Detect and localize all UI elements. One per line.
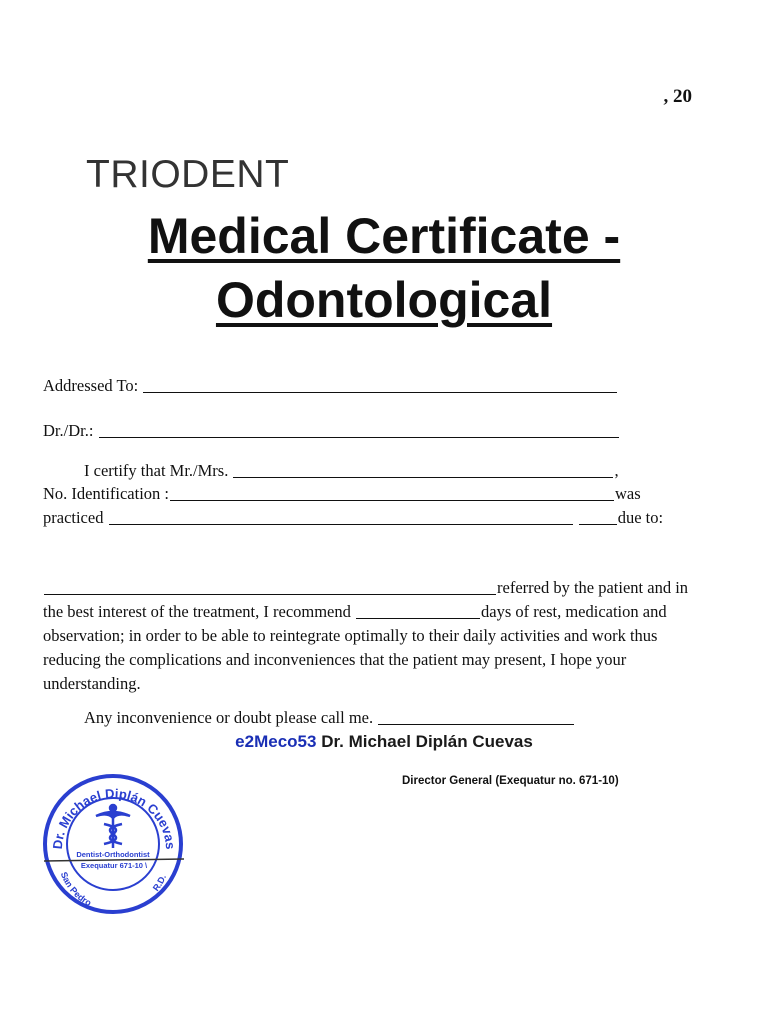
certify-row <box>84 461 619 481</box>
doctor-name: Dr. Michael Diplán Cuevas <box>321 732 533 751</box>
director-title: Director General (Exequatur no. 671-10) <box>402 775 619 787</box>
stamp-exequatur: Exequatur 671-10 \ <box>80 861 148 870</box>
addressed-to-label: Addressed To: <box>43 376 139 395</box>
procedure-blank[interactable] <box>109 523 573 525</box>
stamp-signature-stroke <box>44 859 184 861</box>
stamp-specialty: Dentist-Orthodontist <box>76 850 150 859</box>
doctor-stamp <box>38 768 188 914</box>
due-to-label: due to: <box>617 508 664 527</box>
reason-row <box>43 578 688 598</box>
body-line-5: understanding. <box>43 674 141 693</box>
days-text: days of rest, medication and <box>481 602 667 621</box>
phone-blank[interactable] <box>378 723 574 725</box>
certify-comma: , <box>614 461 619 480</box>
identification-row <box>43 484 641 504</box>
body-line-4: reducing the complications and inconveniences that the patient may present, I hope your <box>43 650 627 669</box>
practiced-label: practiced <box>43 508 104 527</box>
date-line: , 20 <box>663 86 692 107</box>
contact-row <box>84 708 575 728</box>
was-label: was <box>615 484 641 503</box>
identification-blank[interactable] <box>170 499 614 501</box>
recommendation-paragraph <box>43 600 743 696</box>
page-title <box>0 204 768 332</box>
recommendation-line <box>43 600 743 624</box>
doctor-label: Dr./Dr.: <box>43 421 94 440</box>
doctor-row <box>43 421 620 441</box>
contact-text: Any inconvenience or doubt please call me. <box>84 708 374 727</box>
body-line-3: observation; in order to be able to reintegrate optimally to their daily activities and work thus <box>43 626 658 645</box>
identification-label: No. Identification : <box>43 484 170 503</box>
stamp-ring-text: Dr. Michael Diplán Cuevas <box>49 785 179 850</box>
doctor-blank[interactable] <box>99 436 619 438</box>
certify-label: I certify that Mr./Mrs. <box>84 461 229 480</box>
recommendation-text: the best interest of the treatment, I recommend <box>43 602 351 621</box>
title-line-2: Odontological <box>215 272 553 328</box>
signature-line <box>0 732 768 752</box>
brand-name: TRIODENT <box>86 153 290 196</box>
addressed-to-blank[interactable] <box>143 391 617 393</box>
practiced-row <box>43 508 663 528</box>
procedure-short-blank[interactable] <box>579 523 617 525</box>
stamp-bottom-left-text: San Pedro <box>58 870 94 909</box>
addressed-to-row <box>43 376 618 396</box>
patient-name-blank[interactable] <box>233 476 613 478</box>
reason-blank[interactable] <box>44 593 496 595</box>
stamp-bottom-right-text: R.D. <box>150 873 169 893</box>
signature-code: e2Meco53 <box>235 732 317 751</box>
caduceus-icon <box>96 805 130 848</box>
days-blank[interactable] <box>356 617 480 619</box>
referred-text: referred by the patient and in <box>497 578 689 597</box>
title-line-1: Medical Certificate - <box>147 208 621 264</box>
